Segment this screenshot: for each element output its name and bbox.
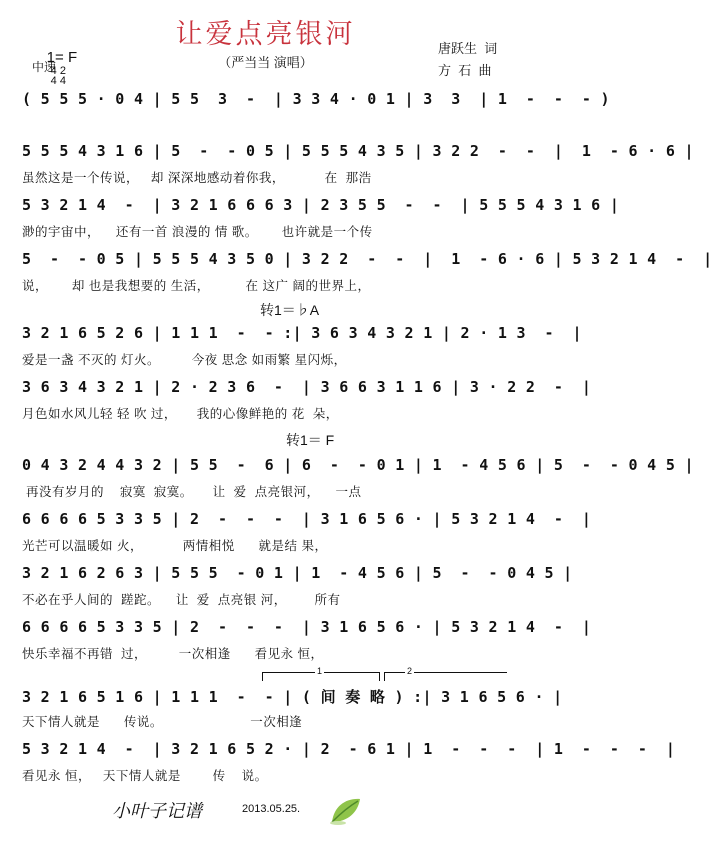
notation-line-2: 5 5 5 4 3 1 6 | 5 - - 0 5 | 5 5 5 4 3 5 | 3 2 2 - - | 1 - 6 · 6 | [22, 142, 694, 160]
notation-line-11: 3 2 1 6 5 1 6 | 1 1 1 - - | ( 间 奏 略 ) :| 3 1 6 5 6 · | [22, 688, 563, 706]
lyric-line-4: 说， 却 也是我想要的 生活， 在 这广 阔的世界上， [22, 279, 371, 293]
song-title: 让爱点亮银河 [175, 19, 356, 50]
composer-credit: 方 石 曲 [438, 63, 492, 78]
modulation-flat-a: 转1＝♭A [260, 302, 320, 318]
notation-line-12: 5 3 2 1 4 - | 3 2 1 6 5 2 · | 2 - 6 1 | 1 - - - | 1 - - - | [22, 740, 676, 758]
notation-line-3: 5 3 2 1 4 - | 3 2 1 6 6 6 3 | 2 3 5 5 - - | 5 5 5 4 3 1 6 | [22, 196, 620, 214]
lyric-line-10: 快乐幸福不再错 过， 一次相逢 看见永 恒， [22, 647, 324, 661]
transcriber-signature: 小叶子记谱 [112, 801, 202, 822]
time-signature: 4 2 4 4 [50, 65, 66, 87]
lyric-line-7: 再没有岁月的 寂寞 寂寞。 让 爱 点亮银河， 一点 [22, 485, 362, 499]
first-ending-number: 1 [317, 666, 323, 676]
first-ending-bracket [262, 666, 380, 681]
lyricist-credit: 唐跃生 词 [438, 41, 498, 56]
second-ending-number: 2 [407, 666, 413, 676]
lyric-line-6: 月色如水风儿轻 轻 吹 过， 我的心像鲜艳的 花 朵， [22, 407, 339, 421]
leaf-icon [310, 778, 362, 849]
lyric-line-3: 渺的宇宙中， 还有一首 浪漫的 情 歌。 也许就是一个传 [22, 225, 373, 239]
lyric-line-8: 光芒可以温暖如 火， 两情相悦 就是结 果， [22, 539, 328, 553]
tempo-marking: 中速 [32, 60, 57, 74]
lyric-line-2: 虽然这是一个传说， 却 深深地感动着你我， 在 那浩 [22, 171, 372, 185]
notation-line-8: 6 6 6 6 5 3 3 5 | 2 - - - | 3 1 6 5 6 · | 5 3 2 1 4 - | [22, 510, 592, 528]
performer-subtitle: （严当当 演唱） [218, 55, 313, 70]
lyric-line-9: 不必在乎人间的 蹉跎。 让 爱 点亮银 河， 所有 [22, 593, 341, 607]
notation-line-9: 3 2 1 6 2 6 3 | 5 5 5 - 0 1 | 1 - 4 5 6 | 5 - - 0 4 5 | [22, 564, 573, 582]
second-ending-bracket [384, 666, 507, 681]
transcription-date: 2013.05.25. [242, 803, 301, 815]
notation-line-6: 3 6 3 4 3 2 1 | 2 · 2 3 6 - | 3 6 6 3 1 1 6 | 3 · 2 2 - | [22, 378, 592, 396]
notation-line-10: 6 6 6 6 5 3 3 5 | 2 - - - | 3 1 6 5 6 · | 5 3 2 1 4 - | [22, 618, 592, 636]
lyric-line-12: 看见永 恒， 天下情人就是 传 说。 [22, 769, 268, 783]
key-label: 1= F [46, 49, 78, 66]
notation-line-7: 0 4 3 2 4 4 3 2 | 5 5 - 6 | 6 - - 0 1 | 1 - 4 5 6 | 5 - - 0 4 5 | [22, 456, 694, 474]
notation-line-5: 3 2 1 6 5 2 6 | 1 1 1 - - :| 3 6 3 4 3 2 1 | 2 · 1 3 - | [22, 324, 582, 342]
lyric-line-5: 爱是一盏 不灭的 灯火。 今夜 思念 如雨繁 星闪烁， [22, 353, 347, 367]
lyric-line-11: 天下情人就是 传说。 一次相逢 [22, 715, 303, 729]
notation-line-4: 5 - - 0 5 | 5 5 5 4 3 5 0 | 3 2 2 - - | 1 - 6 · 6 | 5 3 2 1 4 - | [22, 250, 712, 268]
notation-line-1: ( 5 5 5 · 0 4 | 5 5 3 - | 3 3 4 · 0 1 | 3 3 | 1 - - - ) [22, 90, 610, 108]
modulation-f: 转1＝ F [286, 432, 335, 448]
